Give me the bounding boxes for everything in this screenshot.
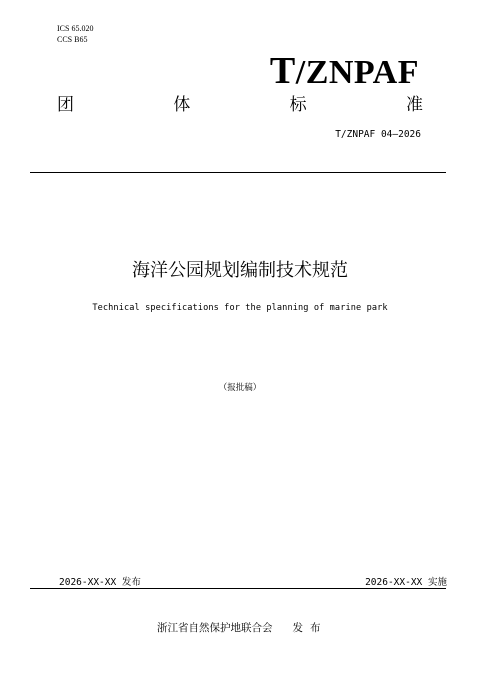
publisher-org: 浙江省自然保护地联合会	[157, 622, 273, 634]
ccs-code: CCS B65	[57, 35, 88, 44]
bottom-divider	[30, 588, 446, 589]
classification-codes	[57, 23, 93, 45]
top-divider	[30, 172, 446, 173]
logo-letter-t: T	[269, 50, 296, 92]
publisher-action: 发布	[292, 622, 328, 634]
standard-number: T/ZNPAF 04—2026	[335, 129, 421, 140]
association-logo	[270, 52, 419, 92]
title-english: Technical specifications for the planning of marine park	[92, 303, 388, 313]
publish-date: 2026-XX-XX 发布	[59, 577, 141, 588]
ics-code: ICS 65.020	[57, 24, 94, 33]
standard-type-char: 准	[405, 95, 423, 115]
logo-letters: /ZNPAF	[295, 54, 419, 91]
standard-type-char: 体	[173, 95, 191, 115]
standard-type	[57, 93, 423, 117]
standard-type-char: 标	[289, 95, 307, 115]
draft-stage: （报批稿）	[218, 382, 262, 392]
publisher	[157, 620, 328, 635]
standard-type-char: 团	[57, 95, 74, 115]
implement-date: 2026-XX-XX 实施	[365, 577, 447, 588]
title-chinese: 海洋公园规划编制技术规范	[132, 260, 348, 281]
